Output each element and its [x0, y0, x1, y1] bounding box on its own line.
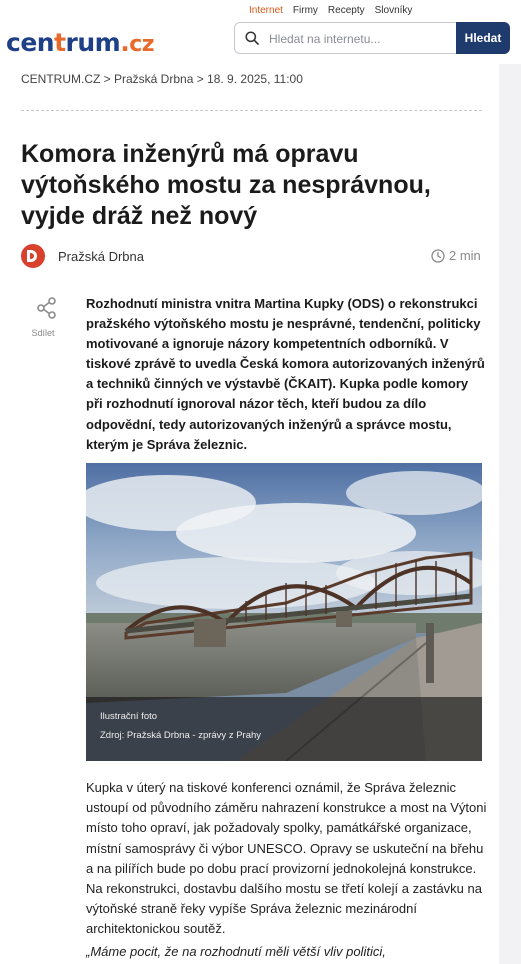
article-photo[interactable] [86, 463, 482, 761]
photo-caption [86, 697, 482, 761]
top-navigation [244, 4, 417, 24]
nav-item-slovniky[interactable]: Slovníky [374, 5, 413, 16]
share-label: Sdílet [31, 328, 55, 338]
pravska-drbna-logo[interactable] [21, 244, 45, 268]
search-box [234, 22, 456, 54]
nav-item-recepty[interactable]: Recepty [327, 5, 365, 16]
read-time [431, 248, 481, 263]
article-quote: „Máme pocit, že na rozhodnutí měli větší vliv politici, [86, 944, 386, 959]
author-name[interactable]: Pražská Drbna [58, 249, 144, 264]
share-icon [35, 296, 59, 320]
site-header [0, 0, 521, 64]
clock-icon [431, 249, 445, 263]
search-button[interactable]: Hledat [456, 22, 510, 54]
article-container [0, 64, 499, 964]
share-button[interactable] [31, 296, 63, 338]
search-input[interactable] [269, 29, 449, 49]
read-time-value: 2 min [449, 248, 481, 263]
caption-label: Ilustrační foto [100, 711, 158, 722]
nav-item-firmy[interactable]: Firmy [292, 5, 318, 16]
breadcrumb[interactable]: CENTRUM.CZ > Pražská Drbna > 18. 9. 2025, 11:00 [21, 72, 303, 86]
breadcrumb-divider [21, 110, 482, 111]
caption-source: Zdroj: Pražská Drbna - zprávy z Prahy [100, 730, 262, 741]
article-body-paragraph: Kupka v úterý na tiskové konferenci oznámil, že Správa železnic ustoupí od původního záměru nahrazení konstrukce a most na Výtoni místo toho opraví, jak požadovaly spolky, památkářské organizace, místní samosprávy či výbor UNESCO. Opravy se uskuteční na břehu a na pilířích bude po dobu prací provizorní jednokolejná konstrukce. Na rekonstrukci, dostavbu dalšího mostu se třetí kolejí a zastávku na výtoňské straně řeky vypíše Správa železnic mezinárodní architektonickou soutěž. [86, 780, 487, 937]
centrum-logo[interactable]: centrum.cz [6, 28, 155, 57]
article-title: Komora inženýrů má opravu výtoňského mostu za nesprávnou, vyjde dráž než nový [21, 140, 431, 230]
nav-item-internet[interactable]: Internet [244, 4, 288, 24]
search-icon [245, 31, 259, 45]
article-lead: Rozhodnutí ministra vnitra Martina Kupky (ODS) o rekonstrukci pražského výtoňského mostu je nesprávné, tendenční, politicky motivované a ignoruje názory kompetentních odborníků. V tiskové zprávě to uvedla Česká komora autorizovaných inženýrů a techniků činných ve výstavbě (ČKAIT). Kupka podle komory při rozhodnutí ignoroval názor těch, kteří budou za dílo odpovědní, tedy autorizovaných inženýrů a správce mostu, kterým je Správa železnic. [86, 296, 485, 452]
